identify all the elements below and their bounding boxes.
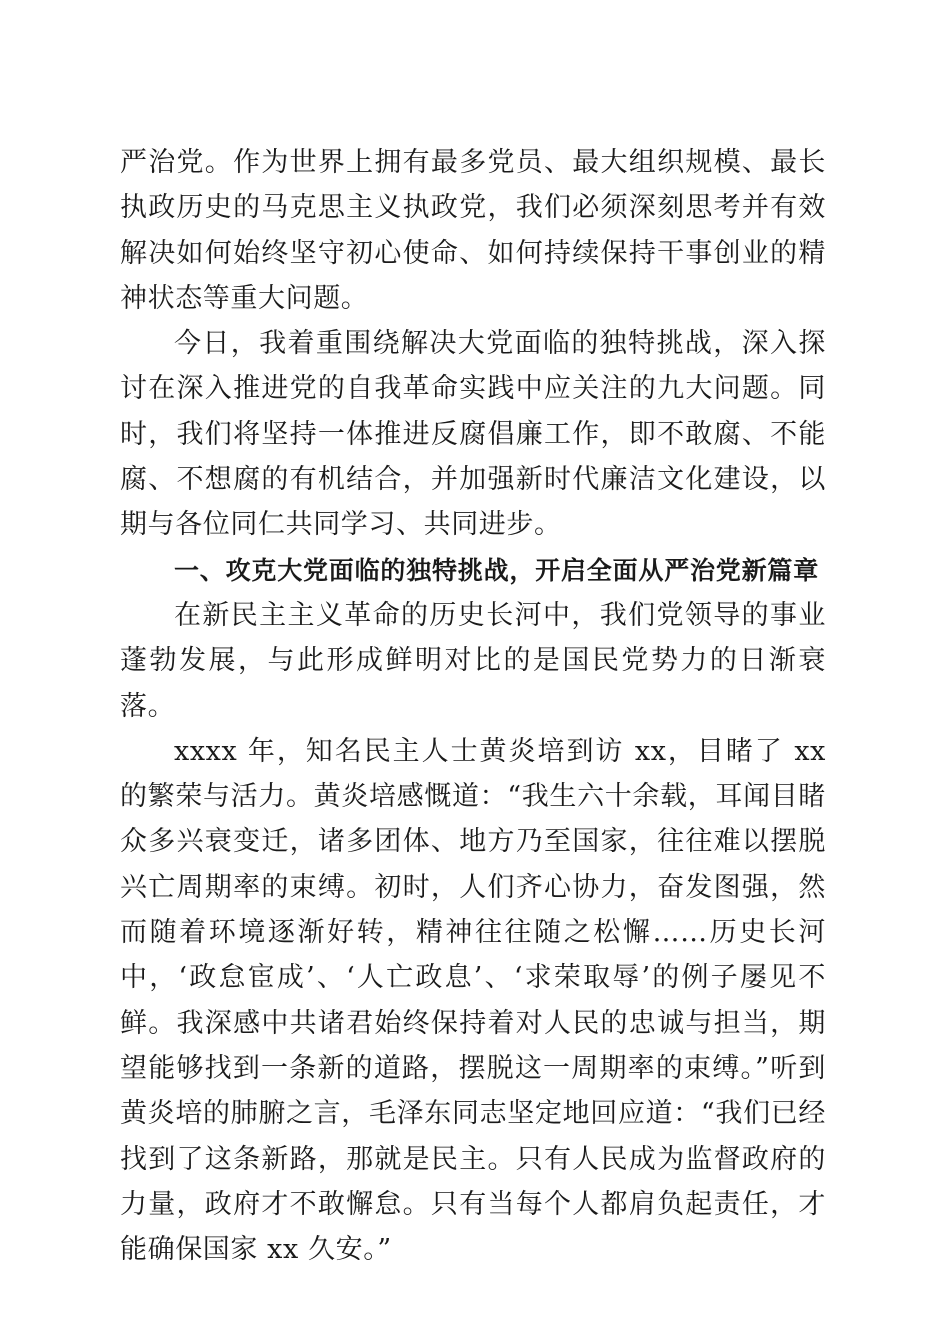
paragraph-continuation: 严治党。作为世界上拥有最多党员、最大组织规模、最长执政历史的马克思主义执政党，我们必须深刻思考并有效解决如何始终坚守初心使命、如何持续保持干事创业的精神状态等重大问题。 — [120, 147, 826, 314]
document-body — [120, 140, 826, 1272]
section-heading: 一、攻克大党面临的独特挑战，开启全面从严治党新篇章 — [174, 555, 820, 585]
paragraph-history: 在新民主主义革命的历史长河中，我们党领导的事业蓬勃发展，与此形成鲜明对比的是国民党势力的日渐衰落。 — [120, 599, 826, 722]
paragraph-intro: 今日，我着重围绕解决大党面临的独特挑战，深入探讨在深入推进党的自我革命实践中应关注的九大问题。同时，我们将坚持一体推进反腐倡廉工作，即不敢腐、不能腐、不想腐的有机结合，并加强新时代廉洁文化建设，以期与各位同仁共同学习、共同进步。 — [120, 328, 826, 541]
paragraph-dialogue: xxxx 年，知名民主人士黄炎培到访 xx，目睹了 xx 的繁荣与活力。黄炎培感慨道：“我生六十余载，耳闻目睹众多兴衰变迁，诸多团体、地方乃至国家，往往难以摆脱兴亡周期率的束缚。初时，人们齐心协力，奋发图强，然而随着环境逐渐好转，精神往往随之松懈……历史长河中，‘政怠宦成’、‘人亡政息’、‘求荣取辱’的例子屡见不鲜。我深感中共诸君始终保持着对人民的忠诚与担当，期望能够找到一条新的道路，摆脱这一周期率的束缚。”听到黄炎培的肺腑之言，毛泽东同志坚定地回应道：“我们已经找到了这条新路，那就是民主。只有人民成为监督政府的力量，政府才不敢懈怠。只有当每个人都肩负起责任，才能确保国家 xx 久安。” — [120, 735, 826, 1266]
